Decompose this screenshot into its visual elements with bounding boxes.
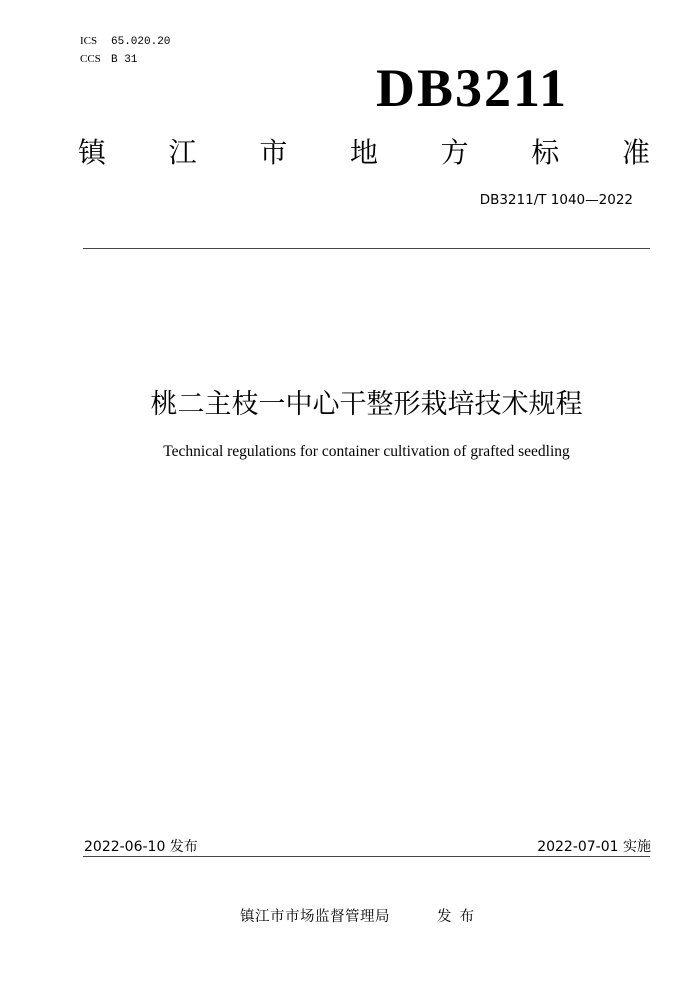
ics-label: ICS: [80, 35, 98, 47]
standard-type-char: 方: [440, 136, 469, 169]
standard-type-char: 准: [621, 136, 650, 169]
standard-type-char: 江: [168, 136, 197, 169]
ccs-line: [80, 53, 137, 66]
document-title-english: Technical regulations for container cultivation of grafted seedling: [163, 443, 570, 460]
standard-type-char: 市: [259, 136, 288, 169]
ccs-label: CCS: [80, 53, 101, 65]
ics-line: [80, 35, 170, 48]
ics-code: 65.020.20: [111, 36, 171, 48]
issued-by-label: 发布: [437, 909, 482, 925]
top-divider: [83, 248, 650, 249]
standard-type-heading: [78, 136, 650, 170]
bottom-divider: [83, 856, 650, 857]
standard-number: DB3211/T 1040—2022: [479, 192, 633, 208]
implementation-date: 2022-07-01 实施: [537, 839, 651, 855]
document-title-chinese: 桃二主枝一中心干整形栽培技术规程: [150, 389, 583, 420]
issuing-authority: 镇江市市场监督管理局: [240, 909, 390, 925]
ccs-code: B 31: [111, 54, 138, 66]
standard-type-char: 标: [531, 136, 560, 169]
standard-type-char: 镇: [78, 136, 107, 169]
issue-date: 2022-06-10 发布: [84, 839, 198, 855]
db-standard-logo: DB3211: [376, 58, 569, 118]
standard-type-char: 地: [349, 136, 378, 169]
